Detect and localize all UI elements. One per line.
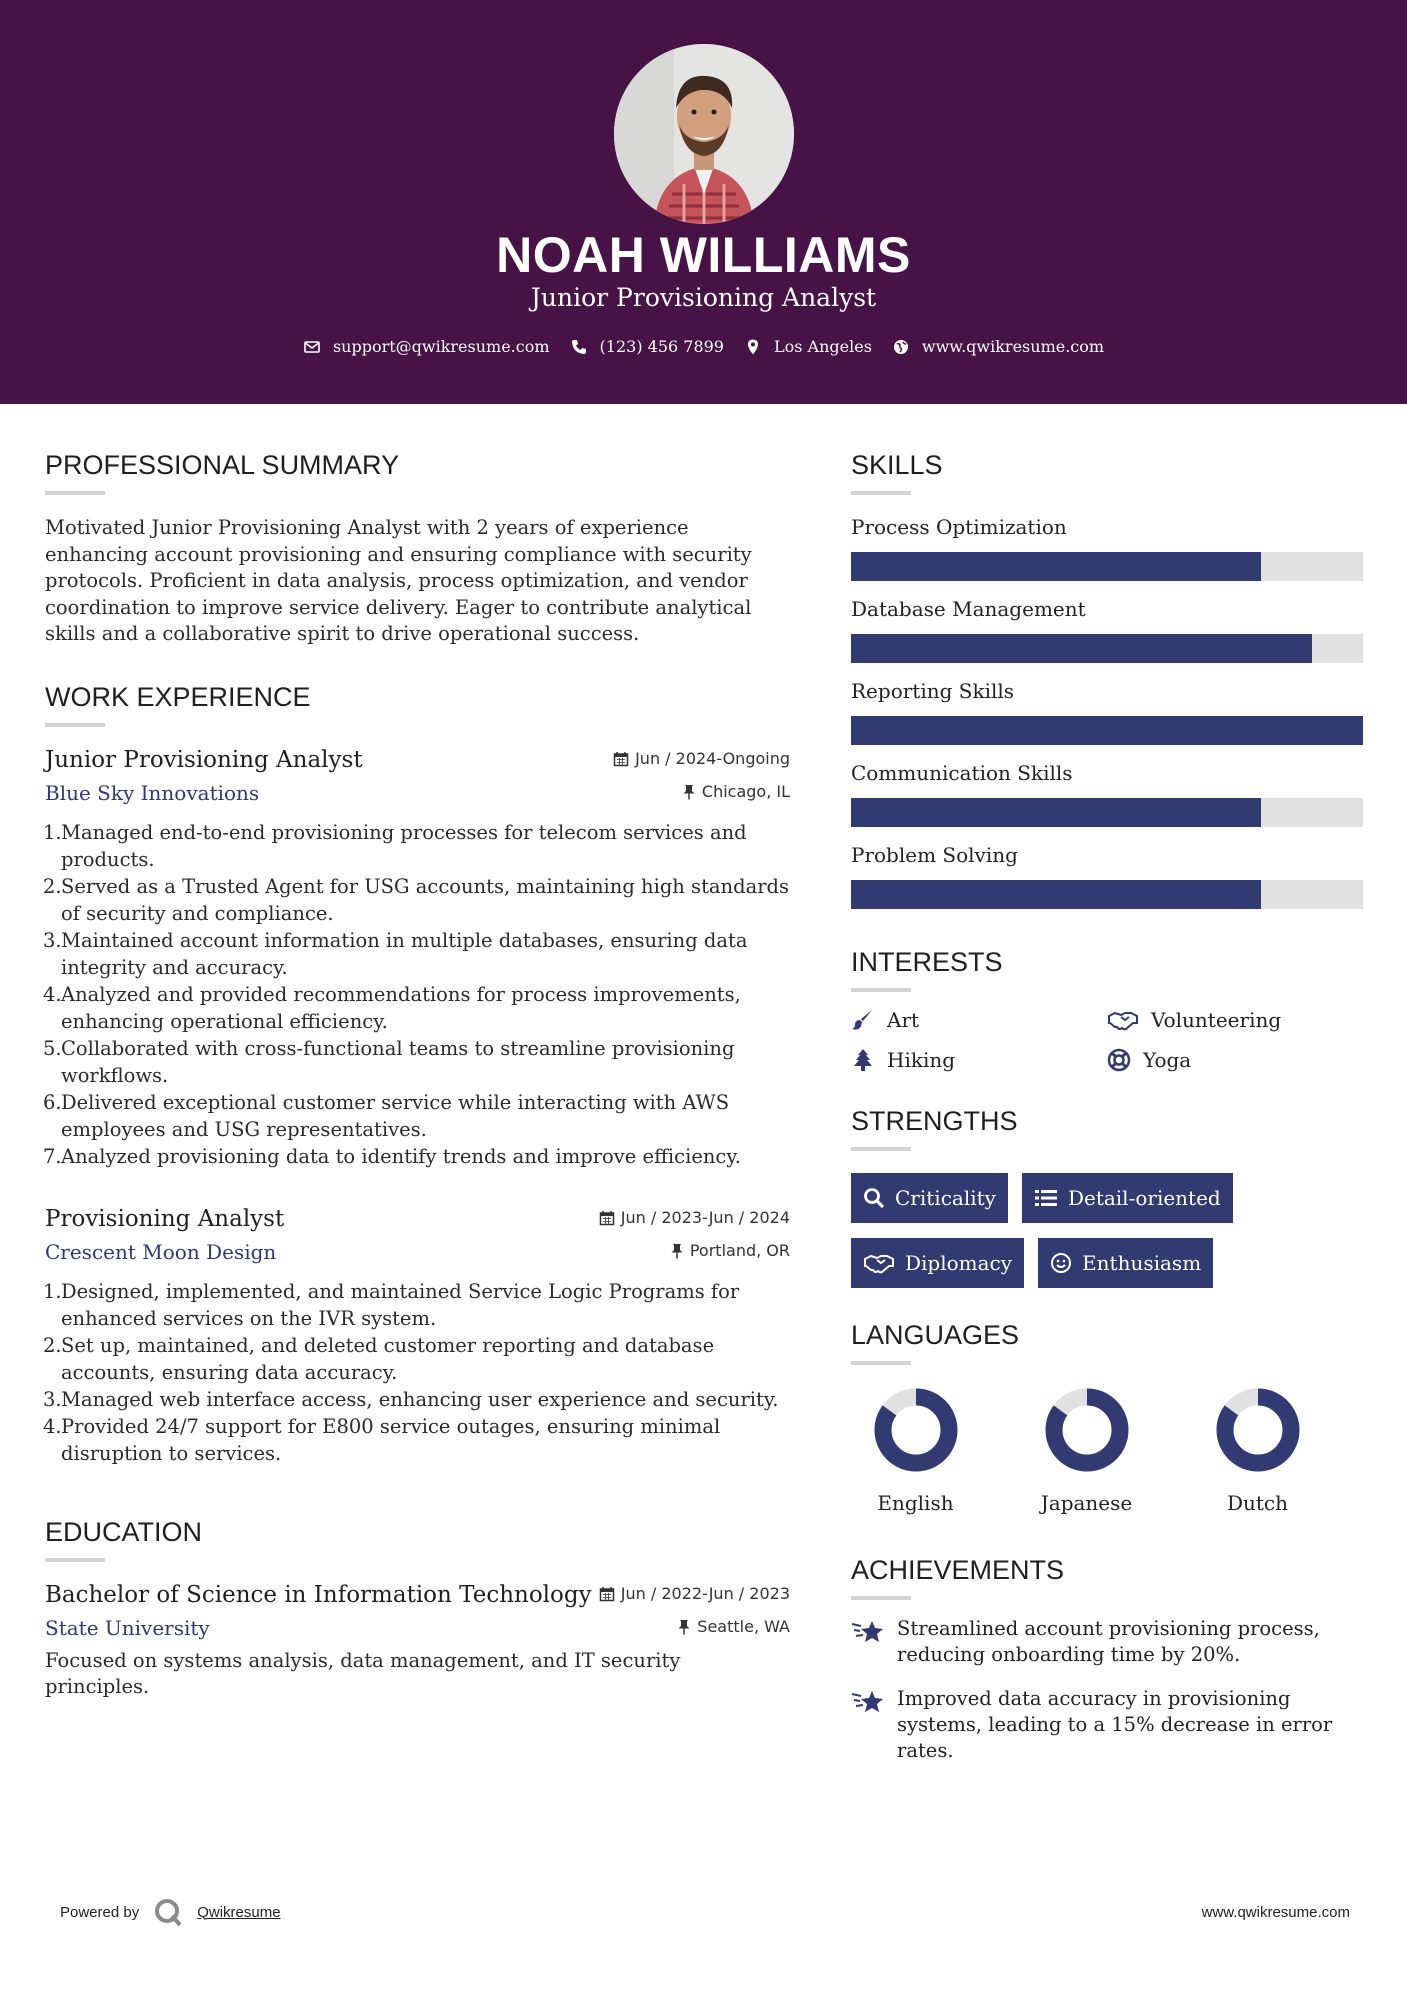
footer	[60, 1897, 1350, 1927]
job-date: Jun / 2024-Ongoing	[613, 749, 790, 768]
list-item: 3. Maintained account information in multiple databases, ensuring data integrity and accuracy.	[43, 928, 748, 979]
contact-bar	[0, 337, 1407, 356]
map-pin-icon	[744, 338, 762, 356]
list-item: 4. Provided 24/7 support for E800 service outages, ensuring minimal disruption to services.	[43, 1414, 721, 1465]
list-item: 3. Managed web interface access, enhancing user experience and security.	[43, 1387, 779, 1411]
phone-text: (123) 456 7899	[599, 337, 724, 356]
section-title: STRENGTHS	[851, 1106, 1018, 1136]
summary-section	[45, 450, 790, 648]
strength-chip: Enthusiasm	[1038, 1238, 1213, 1288]
skill-bar-fill	[851, 798, 1261, 827]
job-title: Provisioning Analyst	[45, 1205, 285, 1232]
list-item: 6. Delivered exceptional customer service while interacting with AWS employees and USG representatives.	[43, 1090, 730, 1141]
language-item	[830, 1385, 1001, 1515]
skills-list	[851, 515, 1363, 909]
skill-item	[851, 761, 1363, 827]
calendar-icon	[599, 1586, 615, 1602]
list-item: 1. Managed end-to-end provisioning processes for telecom services and products.	[43, 820, 747, 871]
section-divider	[851, 491, 911, 495]
achievement-item: Improved data accuracy in provisioning systems, leading to a 15% decrease in error rates.	[851, 1686, 1363, 1764]
section-title: LANGUAGES	[851, 1320, 1020, 1350]
job-date: Jun / 2023-Jun / 2024	[599, 1208, 790, 1227]
section-divider	[45, 491, 105, 495]
education-location: Seattle, WA	[677, 1617, 790, 1636]
language-donut	[1042, 1385, 1132, 1475]
skill-bar-fill	[851, 552, 1261, 581]
job-entry	[45, 1206, 790, 1467]
language-item	[1172, 1385, 1343, 1515]
section-title: EDUCATION	[45, 1516, 203, 1547]
header	[0, 0, 1407, 404]
list-item: 2. Set up, maintained, and deleted customer reporting and database accounts, ensuring data accuracy.	[43, 1333, 715, 1384]
shooting-star-icon	[851, 1618, 885, 1646]
job-location: Chicago, IL	[682, 782, 790, 801]
section-title: WORK EXPERIENCE	[45, 681, 311, 712]
skill-label: Reporting Skills	[851, 679, 1015, 703]
section-divider	[851, 1361, 911, 1365]
qwikresume-logo-icon	[153, 1897, 183, 1927]
company-name: Blue Sky Innovations	[45, 780, 260, 805]
interests-section	[851, 947, 1363, 1072]
skill-item	[851, 515, 1363, 581]
section-title: PROFESSIONAL SUMMARY	[45, 450, 400, 480]
job-title: Junior Provisioning Analyst	[45, 746, 363, 773]
strength-chip: Detail-oriented	[1022, 1173, 1233, 1223]
strengths-section	[851, 1106, 1363, 1288]
job-bullets	[45, 819, 790, 1170]
section-divider	[851, 1147, 911, 1151]
interest-volunteering: Volunteering	[1107, 1008, 1363, 1032]
skill-bar-fill	[851, 634, 1312, 663]
education-description: Focused on systems analysis, data management, and IT security principles.	[45, 1648, 681, 1698]
profile-photo	[614, 44, 794, 224]
languages-section	[851, 1320, 1363, 1515]
skill-bar	[851, 880, 1363, 909]
interest-hiking: Hiking	[851, 1048, 1107, 1072]
list-icon	[1034, 1188, 1058, 1208]
location-text: Los Angeles	[773, 337, 872, 356]
website-text: www.qwikresume.com	[921, 337, 1105, 356]
skill-bar	[851, 552, 1363, 581]
section-divider	[851, 988, 911, 992]
strength-chip: Diplomacy	[851, 1238, 1024, 1288]
calendar-icon	[599, 1210, 615, 1226]
right-column	[851, 450, 1363, 1782]
skill-label: Process Optimization	[851, 515, 1067, 539]
section-divider	[45, 1558, 105, 1562]
skill-bar	[851, 634, 1363, 663]
skill-bar-fill	[851, 716, 1363, 745]
company-name: Crescent Moon Design	[45, 1239, 277, 1264]
skill-bar	[851, 716, 1363, 745]
list-item: 2. Served as a Trusted Agent for USG accounts, maintaining high standards of security and compliance.	[43, 874, 790, 925]
language-donut	[1213, 1385, 1303, 1475]
email-text: support@qwikresume.com	[332, 337, 550, 356]
interest-art: Art	[851, 1008, 1107, 1032]
achievement-item: Streamlined account provisioning process, reducing onboarding time by 20%.	[851, 1616, 1363, 1668]
pushpin-icon	[670, 1243, 684, 1259]
skills-section	[851, 450, 1363, 909]
language-label: Japanese	[1040, 1491, 1133, 1515]
lifering-icon	[1107, 1048, 1131, 1072]
education-date: Jun / 2022-Jun / 2023	[599, 1584, 790, 1603]
contact-phone[interactable]	[570, 337, 724, 356]
skill-item	[851, 843, 1363, 909]
job-bullets	[45, 1278, 790, 1467]
list-item: 5. Collaborated with cross-functional teams to streamline provisioning workflows.	[43, 1036, 735, 1087]
skill-label: Communication Skills	[851, 761, 1073, 785]
handshake-icon	[863, 1251, 895, 1275]
interest-yoga: Yoga	[1107, 1048, 1363, 1072]
list-item: 1. Designed, implemented, and maintained Service Logic Programs for enhanced services on the IVR system.	[43, 1279, 740, 1330]
shooting-star-icon	[851, 1688, 885, 1716]
skill-label: Problem Solving	[851, 843, 1018, 867]
calendar-icon	[613, 751, 629, 767]
skill-bar	[851, 798, 1363, 827]
phone-icon	[570, 338, 588, 356]
powered-by: Powered by Qwikresume	[60, 1897, 281, 1927]
section-divider	[45, 723, 105, 727]
experience-section	[45, 682, 790, 1467]
achievements-section	[851, 1555, 1363, 1764]
qwikresume-link[interactable]: Qwikresume	[197, 1903, 281, 1921]
envelope-icon	[303, 338, 321, 356]
contact-email[interactable]	[303, 337, 550, 356]
education-section	[45, 1517, 790, 1701]
candidate-title: Junior Provisioning Analyst	[530, 283, 877, 312]
section-title: ACHIEVEMENTS	[851, 1555, 1065, 1585]
skill-label: Database Management	[851, 597, 1086, 621]
pushpin-icon	[677, 1619, 691, 1635]
footer-website[interactable]: www.qwikresume.com	[1201, 1903, 1350, 1921]
skill-item	[851, 597, 1363, 663]
handshake-icon	[1107, 1008, 1139, 1032]
search-icon	[863, 1187, 885, 1209]
summary-text: Motivated Junior Provisioning Analyst with 2 years of experience enhancing account provisioning and ensuring compliance with security protocols. Proficient in data analysis, process optimization, and vendor coordination to improve service delivery. Eager to contribute analytical skills and a collaborative spirit to drive operational success.	[45, 516, 752, 645]
strength-chip: Criticality	[851, 1173, 1008, 1223]
section-title: SKILLS	[851, 450, 943, 480]
contact-website[interactable]	[892, 337, 1104, 356]
language-label: Dutch	[1226, 1491, 1289, 1515]
job-location: Portland, OR	[670, 1241, 790, 1260]
school-name: State University	[45, 1615, 210, 1640]
language-donut	[871, 1385, 961, 1475]
smile-icon	[1050, 1252, 1072, 1274]
candidate-name: NOAH WILLIAMS	[496, 227, 911, 283]
list-item: 4. Analyzed and provided recommendations for process improvements, enhancing operational efficiency.	[43, 982, 741, 1033]
list-item: 7. Analyzed provisioning data to identify trends and improve efficiency.	[43, 1144, 741, 1168]
job-entry	[45, 747, 790, 1170]
left-column	[45, 450, 790, 1701]
section-title: INTERESTS	[851, 947, 1003, 977]
skill-bar-fill	[851, 880, 1261, 909]
section-divider	[851, 1596, 911, 1600]
language-item	[1001, 1385, 1172, 1515]
language-label: English	[877, 1491, 954, 1515]
pushpin-icon	[682, 784, 696, 800]
skill-item	[851, 679, 1363, 745]
contact-location	[744, 337, 872, 356]
tree-icon	[851, 1048, 875, 1072]
paintbrush-icon	[851, 1008, 875, 1032]
globe-icon	[892, 338, 910, 356]
degree-title: Bachelor of Science in Information Technology	[45, 1581, 592, 1608]
